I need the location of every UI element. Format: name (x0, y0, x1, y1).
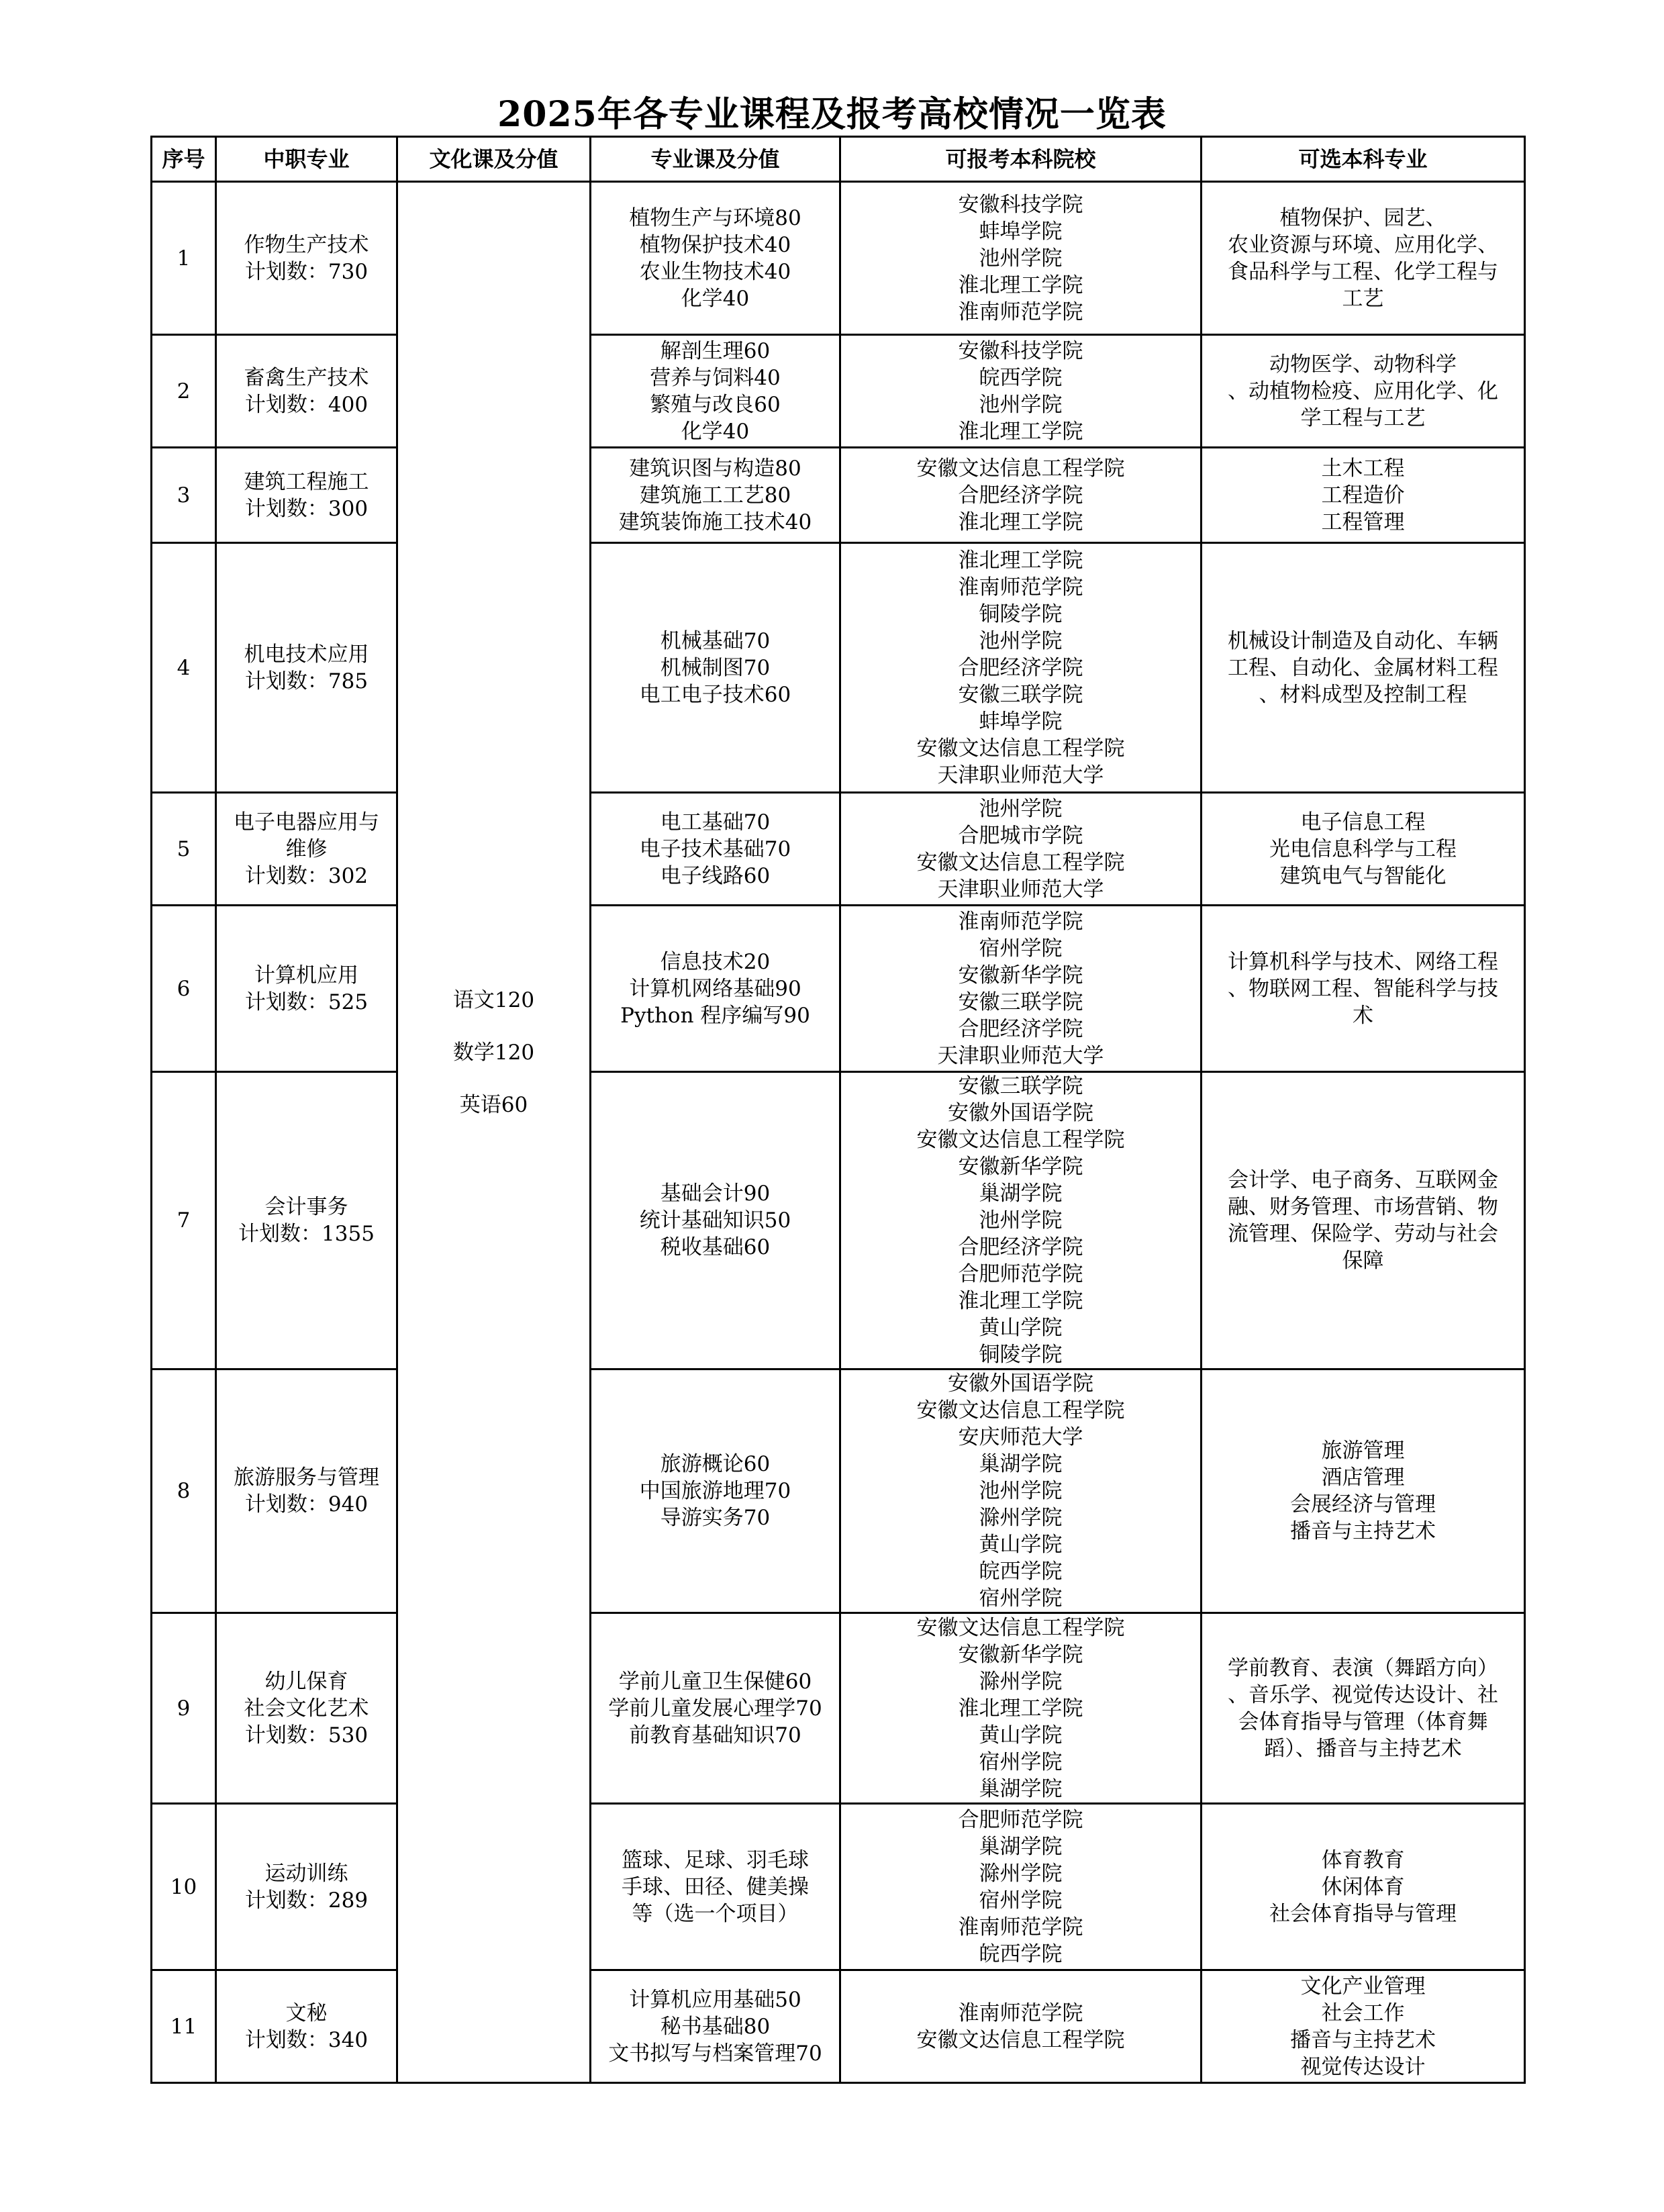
schools-cell-line: 滁州学院 (979, 1669, 1063, 1694)
header-courses: 专业课及分值 (591, 137, 840, 182)
courses-cell-line: 电工电子技术60 (639, 682, 791, 707)
schools-cell-line: 天津职业师范大学 (937, 877, 1104, 902)
major-cell-line: 幼儿保育 (264, 1669, 348, 1694)
culture-course: 语文120 (452, 988, 535, 1012)
row-number: 1 (152, 182, 216, 335)
schools-cell-line: 安徽三联学院 (958, 682, 1083, 707)
schools-cell-line: 天津职业师范大学 (937, 763, 1104, 787)
schools-cell-line: 淮北理工学院 (958, 419, 1083, 444)
courses-cell (591, 448, 840, 543)
schools-cell-line: 淮北理工学院 (958, 273, 1083, 297)
schools-cell-line: 安庆师范大学 (958, 1425, 1083, 1449)
schools-cell-line: 宿州学院 (979, 1586, 1063, 1610)
courses-cell-line: 解剖生理60 (660, 338, 771, 363)
targets-cell-line: 食品科学与工程、化学工程与 (1228, 259, 1498, 284)
schools-cell-line: 巢湖学院 (979, 1452, 1063, 1476)
courses-cell-line: 营养与饲料40 (650, 365, 781, 390)
major-cell-line: 计划数：300 (244, 496, 369, 521)
major-cell-line: 计划数：289 (244, 1888, 369, 1913)
schools-cell-line: 安徽文达信息工程学院 (916, 850, 1125, 875)
schools-cell-line: 池州学院 (979, 1208, 1063, 1233)
table-row (152, 1369, 1525, 1613)
targets-cell-line: 动物医学、动物科学 (1269, 352, 1457, 377)
courses-cell-line: 化学40 (681, 286, 750, 311)
major-cell-line: 文秘 (285, 2001, 328, 2025)
targets-cell-line: 机械设计制造及自动化、车辆 (1228, 628, 1498, 653)
major-cell (216, 182, 397, 335)
courses-cell-line: 电子线路60 (660, 863, 771, 888)
schools-cell-line: 皖西学院 (979, 365, 1063, 390)
schools-cell-line: 合肥经济学院 (958, 1016, 1083, 1041)
targets-cell (1202, 543, 1525, 793)
table-row (152, 906, 1525, 1072)
course-table (150, 136, 1526, 2084)
schools-cell-line: 安徽新华学院 (958, 1642, 1083, 1667)
courses-cell (591, 182, 840, 335)
courses-cell-line: Python 程序编写90 (620, 1003, 810, 1028)
targets-cell (1202, 1804, 1525, 1970)
courses-cell-line: 计算机应用基础50 (629, 1987, 801, 2012)
major-cell-line: 计划数：730 (244, 259, 369, 284)
table-row (152, 543, 1525, 793)
row-number: 2 (152, 335, 216, 448)
table-row (152, 1970, 1525, 2083)
courses-cell-line: 篮球、足球、羽毛球 (622, 1847, 809, 1872)
courses-cell-line: 前教育基础知识70 (629, 1723, 801, 1747)
targets-cell-line: 工程、自动化、金属材料工程 (1228, 655, 1498, 680)
major-cell (216, 543, 397, 793)
major-cell-line: 计划数：785 (244, 669, 369, 693)
targets-cell (1202, 1613, 1525, 1804)
targets-cell-line: 播音与主持艺术 (1290, 1519, 1436, 1543)
schools-cell-line: 淮北理工学院 (958, 1696, 1083, 1721)
major-cell (216, 1369, 397, 1613)
table-row (152, 182, 1525, 335)
schools-cell-line: 皖西学院 (979, 1941, 1063, 1966)
courses-cell-line: 学前儿童卫生保健60 (618, 1669, 812, 1694)
major-cell (216, 793, 397, 906)
schools-cell-line: 滁州学院 (979, 1506, 1063, 1530)
targets-cell-line: 融、财务管理、市场营销、物 (1228, 1195, 1498, 1219)
courses-cell-line: 旅游概论60 (660, 1452, 771, 1476)
schools-cell-line: 宿州学院 (979, 936, 1063, 961)
row-number: 8 (152, 1369, 216, 1613)
targets-cell (1202, 1072, 1525, 1369)
targets-cell-line: 学前教育、表演（舞蹈方向） (1228, 1655, 1498, 1680)
major-cell-line: 计划数：1355 (238, 1222, 375, 1246)
schools-cell (840, 1970, 1202, 2083)
schools-cell-line: 安徽文达信息工程学院 (916, 456, 1125, 481)
courses-cell-line: 手球、田径、健美操 (622, 1874, 809, 1899)
courses-cell-line: 植物生产与环境80 (629, 205, 801, 230)
schools-cell-line: 安徽科技学院 (958, 192, 1083, 217)
schools-cell-line: 宿州学院 (979, 1749, 1063, 1774)
targets-cell-line: 农业资源与环境、应用化学、 (1228, 232, 1498, 257)
schools-cell-line: 淮北理工学院 (958, 548, 1083, 573)
targets-cell-line: 酒店管理 (1321, 1465, 1405, 1490)
culture-courses-cell (397, 182, 591, 2083)
major-cell (216, 448, 397, 543)
header-targets: 可选本科专业 (1202, 137, 1525, 182)
schools-cell (840, 335, 1202, 448)
targets-cell-line: 土木工程 (1321, 456, 1405, 481)
courses-cell-line: 计算机网络基础90 (629, 976, 801, 1001)
schools-cell-line: 安徽外国语学院 (948, 1101, 1093, 1125)
schools-cell-line: 巢湖学院 (979, 1776, 1063, 1801)
major-cell-line: 计划数：302 (244, 863, 369, 888)
major-cell-line: 计划数：530 (244, 1723, 369, 1747)
targets-cell (1202, 448, 1525, 543)
row-number: 11 (152, 1970, 216, 2083)
schools-cell-line: 池州学院 (979, 796, 1063, 821)
targets-cell (1202, 335, 1525, 448)
targets-cell-line: 流管理、保险学、劳动与社会 (1228, 1222, 1498, 1246)
table-row (152, 448, 1525, 543)
major-cell-line: 计划数：340 (244, 2027, 369, 2052)
schools-cell-line: 淮南师范学院 (958, 909, 1083, 934)
courses-cell-line: 税收基础60 (660, 1235, 771, 1259)
major-cell-line: 计划数：525 (244, 990, 369, 1014)
targets-cell-line: 播音与主持艺术 (1290, 2027, 1436, 2052)
header-no: 序号 (152, 137, 216, 182)
major-cell (216, 1804, 397, 1970)
courses-cell-line: 信息技术20 (660, 949, 771, 974)
schools-cell-line: 安徽文达信息工程学院 (916, 1128, 1125, 1152)
targets-cell-line: 文化产业管理 (1300, 1974, 1426, 1999)
schools-cell-line: 安徽新华学院 (958, 1155, 1083, 1179)
targets-cell (1202, 1970, 1525, 2083)
targets-cell-line: 、音乐学、视觉传达设计、社 (1228, 1682, 1498, 1707)
courses-cell (591, 335, 840, 448)
schools-cell-line: 皖西学院 (979, 1559, 1063, 1584)
table-row (152, 335, 1525, 448)
schools-cell-line: 巢湖学院 (979, 1834, 1063, 1859)
table-row (152, 1072, 1525, 1369)
schools-cell-line: 淮南师范学院 (958, 299, 1083, 324)
major-cell-line: 社会文化艺术 (244, 1696, 369, 1721)
schools-cell (840, 1613, 1202, 1804)
major-cell (216, 1970, 397, 2083)
schools-cell-line: 合肥经济学院 (958, 483, 1083, 508)
major-cell-line: 作物生产技术 (244, 232, 369, 257)
schools-cell-line: 合肥师范学院 (958, 1262, 1083, 1286)
schools-cell-line: 合肥经济学院 (958, 1235, 1083, 1259)
schools-cell-line: 铜陵学院 (979, 1343, 1063, 1367)
schools-cell-line: 淮南师范学院 (958, 575, 1083, 599)
row-number: 7 (152, 1072, 216, 1369)
courses-cell-line: 机械制图70 (660, 655, 771, 680)
major-cell (216, 1613, 397, 1804)
major-cell-line: 计划数：940 (244, 1492, 369, 1517)
schools-cell-line: 宿州学院 (979, 1888, 1063, 1913)
schools-cell-line: 池州学院 (979, 1479, 1063, 1503)
major-cell-line: 运动训练 (264, 1861, 348, 1886)
schools-cell (840, 793, 1202, 906)
courses-cell-line: 繁殖与改良60 (650, 392, 781, 417)
header-schools: 可报考本科院校 (840, 137, 1202, 182)
schools-cell-line: 安徽三联学院 (958, 1074, 1083, 1098)
targets-cell (1202, 1369, 1525, 1613)
schools-cell-line: 合肥城市学院 (958, 823, 1083, 848)
schools-cell-line: 淮南师范学院 (958, 1915, 1083, 1939)
courses-cell-line: 等（选一个项目） (632, 1901, 799, 1926)
courses-cell-line: 植物保护技术40 (639, 232, 791, 257)
courses-cell-line: 建筑识图与构造80 (629, 456, 801, 481)
courses-cell (591, 1804, 840, 1970)
courses-cell (591, 1072, 840, 1369)
major-cell (216, 335, 397, 448)
row-number: 6 (152, 906, 216, 1072)
major-cell (216, 906, 397, 1072)
schools-cell-line: 蚌埠学院 (979, 709, 1063, 734)
major-cell-line: 旅游服务与管理 (234, 1465, 379, 1490)
targets-cell-line: 休闲体育 (1321, 1874, 1405, 1899)
targets-cell-line: 植物保护、园艺、 (1279, 205, 1447, 230)
schools-cell-line: 安徽文达信息工程学院 (916, 736, 1125, 761)
schools-cell-line: 合肥经济学院 (958, 655, 1083, 680)
major-cell-line: 机电技术应用 (244, 642, 369, 667)
row-number: 4 (152, 543, 216, 793)
schools-cell-line: 安徽外国语学院 (948, 1372, 1093, 1396)
courses-cell-line: 学前儿童发展心理学70 (608, 1696, 822, 1721)
schools-cell (840, 1369, 1202, 1613)
row-number: 3 (152, 448, 216, 543)
courses-cell-line: 统计基础知识50 (639, 1208, 791, 1233)
targets-cell (1202, 793, 1525, 906)
schools-cell-line: 合肥师范学院 (958, 1807, 1083, 1832)
schools-cell-line: 安徽文达信息工程学院 (916, 1398, 1125, 1423)
targets-cell-line: 工程造价 (1321, 483, 1405, 508)
schools-cell-line: 铜陵学院 (979, 602, 1063, 626)
targets-cell-line: 、物联网工程、智能科学与技 (1228, 976, 1498, 1001)
courses-cell (591, 1613, 840, 1804)
schools-cell-line: 淮北理工学院 (958, 1289, 1083, 1313)
schools-cell-line: 淮北理工学院 (958, 510, 1083, 534)
major-cell-line: 电子电器应用与 (234, 810, 379, 834)
culture-course: 数学120 (452, 1041, 535, 1065)
targets-cell-line: 社会工作 (1321, 2001, 1405, 2025)
targets-cell-line: 保障 (1342, 1249, 1384, 1273)
courses-cell-line: 导游实务70 (660, 1506, 771, 1530)
major-cell-line: 畜禽生产技术 (244, 365, 369, 390)
targets-cell-line: 光电信息科学与工程 (1269, 836, 1457, 861)
major-cell-line: 计划数：400 (244, 392, 369, 417)
courses-cell (591, 1369, 840, 1613)
culture-course: 英语60 (459, 1093, 528, 1117)
targets-cell-line: 建筑电气与智能化 (1279, 863, 1447, 888)
courses-cell (591, 1970, 840, 2083)
header-row (152, 137, 1525, 182)
schools-cell (840, 1804, 1202, 1970)
table-row (152, 1804, 1525, 1970)
courses-cell-line: 农业生物技术40 (639, 259, 791, 284)
schools-cell (840, 1072, 1202, 1369)
schools-cell (840, 906, 1202, 1072)
targets-cell-line: 工程管理 (1321, 510, 1405, 534)
targets-cell-line: 会展经济与管理 (1290, 1492, 1436, 1517)
schools-cell-line: 安徽新华学院 (958, 963, 1083, 988)
targets-cell-line: 旅游管理 (1321, 1439, 1405, 1463)
schools-cell-line: 天津职业师范大学 (937, 1043, 1104, 1068)
header-major: 中职专业 (216, 137, 397, 182)
major-cell-line: 建筑工程施工 (244, 469, 369, 494)
table-row (152, 793, 1525, 906)
courses-cell-line: 秘书基础80 (660, 2014, 771, 2039)
schools-cell-line: 黄山学院 (979, 1316, 1063, 1340)
schools-cell-line: 蚌埠学院 (979, 219, 1063, 244)
targets-cell-line: 计算机科学与技术、网络工程 (1228, 949, 1498, 974)
row-number: 9 (152, 1613, 216, 1804)
schools-cell-line: 巢湖学院 (979, 1182, 1063, 1206)
page-title: 2025年各专业课程及报考高校情况一览表 (497, 94, 1167, 135)
courses-cell (591, 793, 840, 906)
row-number: 5 (152, 793, 216, 906)
schools-cell-line: 安徽文达信息工程学院 (916, 2027, 1125, 2052)
major-cell-line: 会计事务 (264, 1195, 348, 1219)
targets-cell-line: 视觉传达设计 (1300, 2054, 1426, 2079)
schools-cell-line: 池州学院 (979, 628, 1063, 653)
courses-cell-line: 文书拟写与档案管理70 (608, 2041, 822, 2066)
courses-cell-line: 建筑施工工艺80 (639, 483, 791, 508)
major-cell (216, 1072, 397, 1369)
courses-cell (591, 543, 840, 793)
courses-cell-line: 电子技术基础70 (639, 836, 791, 861)
schools-cell-line: 池州学院 (979, 246, 1063, 271)
targets-cell-line: 电子信息工程 (1300, 810, 1426, 834)
courses-cell (591, 906, 840, 1072)
targets-cell-line: 体育教育 (1321, 1847, 1405, 1872)
courses-cell-line: 机械基础70 (660, 628, 771, 653)
table-body (152, 182, 1525, 2083)
major-cell-line: 维修 (285, 836, 328, 861)
targets-cell-line: 会计学、电子商务、互联网金 (1228, 1168, 1498, 1192)
schools-cell-line: 淮南师范学院 (958, 2001, 1083, 2025)
courses-cell-line: 化学40 (681, 419, 750, 444)
major-cell-line: 计算机应用 (254, 963, 358, 988)
schools-cell-line: 安徽科技学院 (958, 338, 1083, 363)
schools-cell-line: 安徽文达信息工程学院 (916, 1615, 1125, 1640)
schools-cell (840, 448, 1202, 543)
courses-cell-line: 基础会计90 (660, 1182, 771, 1206)
schools-cell-line: 安徽三联学院 (958, 990, 1083, 1014)
targets-cell-line: 蹈）、播音与主持艺术 (1264, 1736, 1462, 1761)
table-row (152, 1613, 1525, 1804)
header-culture: 文化课及分值 (397, 137, 591, 182)
courses-cell-line: 中国旅游地理70 (639, 1479, 791, 1503)
targets-cell-line: 工艺 (1342, 286, 1384, 311)
schools-cell-line: 黄山学院 (979, 1723, 1063, 1747)
targets-cell-line: 、材料成型及控制工程 (1259, 682, 1467, 707)
row-number: 10 (152, 1804, 216, 1970)
schools-cell (840, 543, 1202, 793)
targets-cell-line: 学工程与工艺 (1300, 405, 1426, 430)
schools-cell (840, 182, 1202, 335)
targets-cell-line: 、动植物检疫、应用化学、化 (1228, 379, 1498, 403)
targets-cell (1202, 906, 1525, 1072)
schools-cell-line: 池州学院 (979, 392, 1063, 417)
schools-cell-line: 黄山学院 (979, 1533, 1063, 1557)
schools-cell-line: 滁州学院 (979, 1861, 1063, 1886)
targets-cell (1202, 182, 1525, 335)
targets-cell-line: 术 (1353, 1003, 1373, 1028)
courses-cell-line: 建筑装饰施工技术40 (618, 510, 812, 534)
courses-cell-line: 电工基础70 (660, 810, 771, 834)
targets-cell-line: 会体育指导与管理（体育舞 (1238, 1709, 1488, 1734)
targets-cell-line: 社会体育指导与管理 (1269, 1901, 1457, 1926)
